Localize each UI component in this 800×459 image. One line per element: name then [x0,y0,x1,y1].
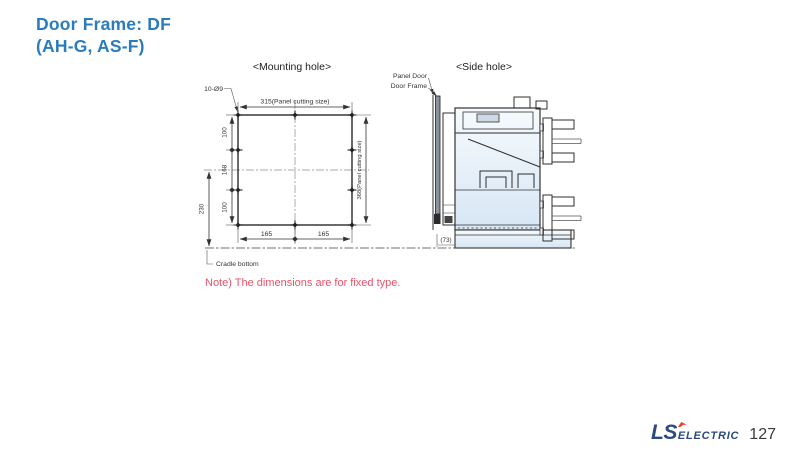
latch-block [445,216,453,223]
dim-offset-73 [437,234,455,247]
panel-door-label: Panel Door [392,73,427,80]
page-title-line1: Door Frame: DF [36,14,172,34]
hole-spec-label: 10-Ø9 [204,86,223,93]
hole-spec-callout [204,86,237,112]
page-title-line2: (AH-G, AS-F) [36,36,145,57]
door-frame-plate [436,96,441,214]
dim-height-label: 368(Panel cutting size) [357,140,363,200]
breaker-body [455,108,540,230]
dim-pitch-right-label: 165 [317,231,330,238]
cradle-bottom-reference [205,248,576,268]
dim-bottom-offset [199,172,210,246]
ls-electric-logo [651,421,739,445]
dim-mid-gap-label: 168 [221,164,229,176]
mounting-diagram-title: <Mounting hole> [252,61,332,73]
top-tab [514,97,530,108]
side-hole-diagram [391,61,581,248]
dim-offset-label: (73) [440,237,452,244]
dim-width-label: 315(Panel cutting size) [260,98,330,106]
hole-marker [348,186,357,195]
hole-marker [291,111,300,120]
handle-slot [477,114,499,122]
side-diagram-title: <Side hole> [455,61,513,73]
breaker-side-view [443,97,581,248]
logo-red-spark-icon [678,422,687,427]
dim-bottom-offset-label: 230 [198,203,206,215]
page-title [36,13,171,58]
dim-pitch-left-label: 165 [260,231,273,238]
dim-hole-pitch [238,227,352,243]
dim-top-gap-label: 100 [221,127,229,138]
door-frame-callout [391,83,437,96]
page-number: 127 [749,426,776,443]
hole-marker [348,146,357,155]
logo-electric-text: ELECTRIC [677,430,740,442]
terminal-upper [540,118,581,164]
front-mechanism-column [443,113,455,225]
footer [651,421,776,445]
logo-ls-text: LS [651,421,677,444]
dim-bottom-gap-label: 100 [221,202,229,213]
door-frame-label: Door Frame [390,83,427,90]
door-frame-plate-foot [434,214,441,224]
cradle-bottom-label: Cradle bottom [216,261,259,268]
note-text: Note) The dimensions are for fixed type. [205,277,401,289]
